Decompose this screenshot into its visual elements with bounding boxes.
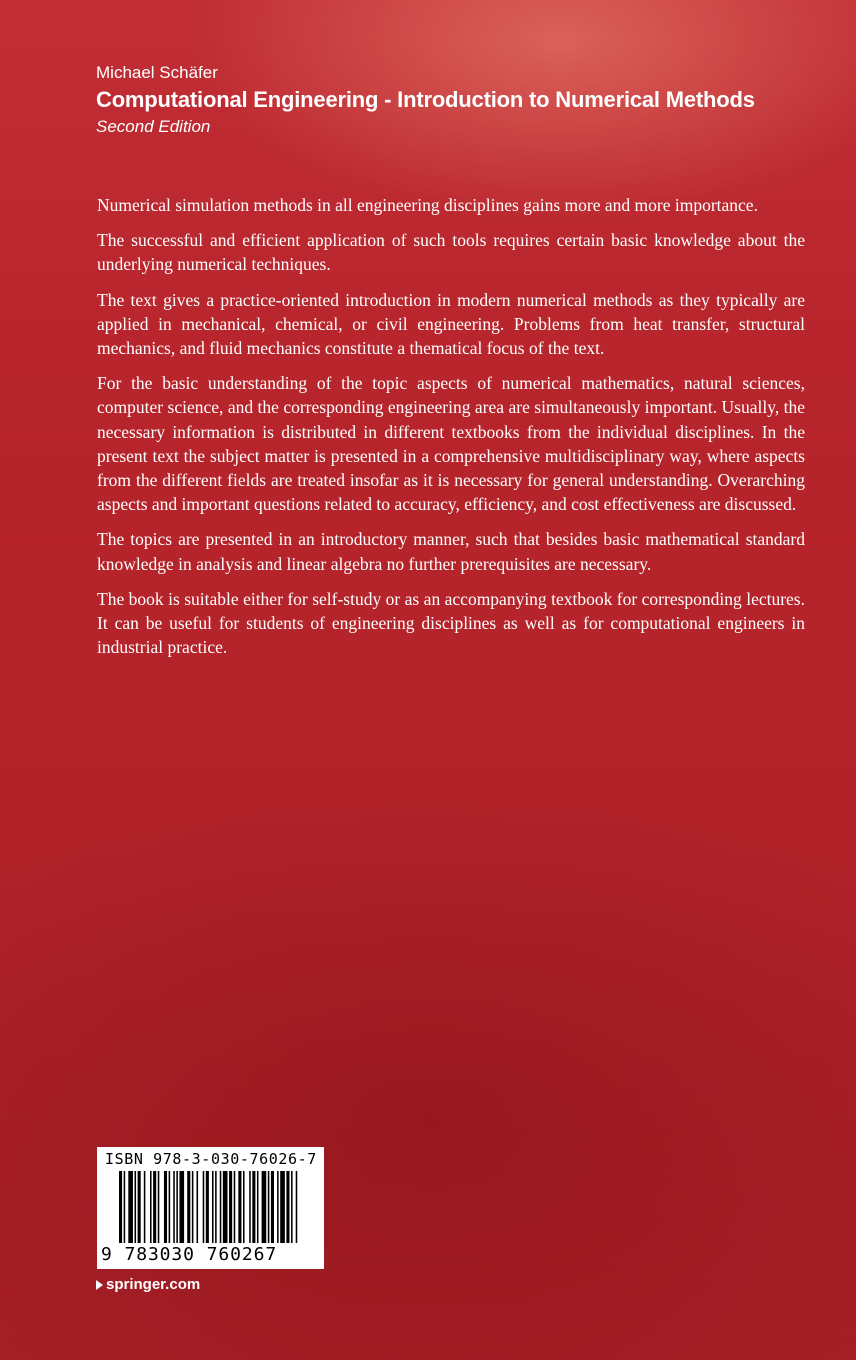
isbn-barcode xyxy=(97,1147,324,1269)
barcode-bar xyxy=(197,1171,199,1243)
barcode-bar xyxy=(206,1171,209,1243)
barcode-bar xyxy=(277,1171,279,1243)
barcode-bar xyxy=(223,1171,228,1243)
barcode-bar xyxy=(262,1171,267,1243)
barcode-bar xyxy=(169,1171,171,1243)
edition-label: Second Edition xyxy=(96,117,211,136)
description-paragraph: The text gives a practice-oriented introduction in modern numerical methods as they typically are applied in mechanical, chemical, or civil engineering. Problems from heat transfer, structural mechanics, and fluid mechanics constitute a thematical focus of the text. xyxy=(97,289,805,359)
barcode-digits: 9 783030 760267 xyxy=(101,1244,278,1265)
barcode-bar xyxy=(150,1171,152,1243)
barcode-bar xyxy=(220,1171,222,1243)
barcode-bar xyxy=(138,1171,141,1243)
barcode-bar xyxy=(291,1171,293,1243)
barcode-bar xyxy=(119,1171,122,1243)
author-name: Michael Schäfer xyxy=(96,63,218,82)
barcode-bar xyxy=(257,1171,259,1243)
barcode-bars xyxy=(97,1171,324,1245)
barcode-bar xyxy=(176,1171,178,1243)
description-paragraph: The book is suitable either for self-study or as an accompanying textbook for corresponding lectures. It can be useful for students of engineering disciplines as well as for computational engineers in industrial practice. xyxy=(97,588,805,658)
description-paragraph: The topics are presented in an introductory manner, such that besides basic mathematical standard knowledge in analysis and linear algebra no further prerequisites are necessary. xyxy=(97,529,805,574)
barcode-bar xyxy=(164,1171,167,1243)
barcode-bar xyxy=(124,1171,126,1243)
barcode-bar xyxy=(286,1171,289,1243)
barcode-bar xyxy=(243,1171,245,1243)
barcode-bar xyxy=(144,1171,146,1243)
barcode-bar xyxy=(249,1171,251,1243)
publisher-link[interactable] xyxy=(96,1276,200,1293)
barcode-bar xyxy=(179,1171,184,1243)
barcode-bar xyxy=(238,1171,241,1243)
description-paragraph: Numerical simulation methods in all engineering disciplines gains more and more importance. xyxy=(97,195,758,215)
barcode-bar xyxy=(212,1171,214,1243)
barcode-bar xyxy=(268,1171,270,1243)
isbn-label: ISBN 978-3-030-76026-7 xyxy=(105,1150,317,1168)
description-paragraph: For the basic understanding of the topic aspects of numerical mathematics, natural sciences, computer science, and the corresponding engineering area are simultaneously important. Usually, the necessary information is distributed in different textbooks from the individual disciplines. In the present text the subject matter is presented in a comprehensive multidisciplinary way, where aspects from the different fields are treated insofar as it is necessary for general understanding. Overarching aspects and important questions related to accuracy, efficiency, and cost effectiveness are discussed. xyxy=(97,373,805,515)
arrow-right-icon xyxy=(96,1280,103,1290)
barcode-bar xyxy=(234,1171,236,1243)
barcode-bar xyxy=(192,1171,194,1243)
barcode-bar xyxy=(158,1171,160,1243)
barcode-bar xyxy=(280,1171,285,1243)
cover-header xyxy=(96,61,816,139)
barcode-bar xyxy=(135,1171,137,1243)
book-title: Computational Engineering - Introduction to Numerical Methods xyxy=(96,87,755,112)
barcode-bar xyxy=(296,1171,298,1243)
barcode-bar xyxy=(153,1171,156,1243)
barcode-bar xyxy=(203,1171,205,1243)
barcode-bar xyxy=(128,1171,133,1243)
barcode-bar xyxy=(215,1171,217,1243)
barcode-bar xyxy=(173,1171,175,1243)
barcode-bar xyxy=(187,1171,190,1243)
barcode-bar xyxy=(229,1171,232,1243)
book-description xyxy=(97,193,805,670)
barcode-bar xyxy=(252,1171,255,1243)
description-paragraph: The successful and efficient application of such tools requires certain basic knowledge about the underlying numerical techniques. xyxy=(97,230,805,275)
barcode-bar xyxy=(271,1171,274,1243)
publisher-url: springer.com xyxy=(106,1276,201,1293)
